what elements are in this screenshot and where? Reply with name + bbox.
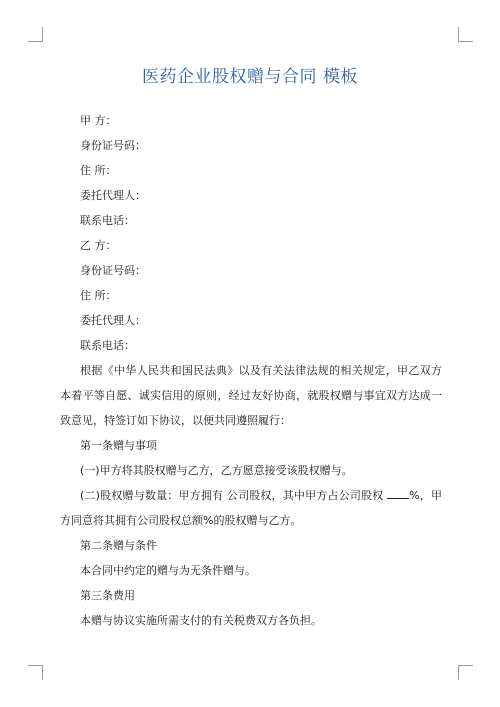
party-b-agent-label: 委托代理人： [80,314,146,327]
article-1-item-2-part-2: %，甲方同意将其拥有公司股权总额%的股权赠与乙方。 [60,489,442,527]
document-body [60,108,442,633]
party-b-phone-label: 联系电话： [80,339,135,352]
article-1-item-2 [60,483,442,533]
party-a-id-label: 身份证号码： [80,139,146,152]
article-1-item-1: (一)甲方将其股权赠与乙方，乙方愿意接受该股权赠与。 [80,464,353,477]
article-3-text: 本赠与协议实施所需支付的有关税费双方各负担。 [80,614,322,627]
party-a-agent-label: 委托代理人： [80,189,146,202]
party-a-address-label: 住 所： [80,164,117,177]
article-1-heading: 第一条赠与事项 [80,439,157,452]
party-b-id-label: 身份证号码： [80,264,146,277]
document-title: 医药企业股权赠与合同 模板 [142,67,358,87]
crop-mark-top-left [28,27,43,42]
article-3-heading: 第三条费用 [80,589,135,602]
crop-mark-bottom-left [28,665,43,680]
article-2-text: 本合同中约定的赠与为无条件赠与。 [80,564,256,577]
party-a-label: 甲 方： [80,114,117,127]
preamble-paragraph: 根据《中华人民共和国民法典》以及有关法律法规的相关规定，甲乙双方本着平等自愿、诚实信用的原则，经过友好协商，就股权赠与事宜双方达成一致意见，特签订如下协议，以便共同遵照履行： [60,364,442,427]
crop-mark-bottom-right [458,665,473,680]
party-b-address-label: 住 所： [80,289,117,302]
article-2-heading: 第二条赠与条件 [80,539,157,552]
article-1-item-2-part-1: (二)股权赠与数量：甲方拥有 公司股权，其中甲方占公司股权 [80,489,388,502]
percentage-blank [387,486,409,499]
crop-mark-top-right [458,27,473,42]
party-b-label: 乙 方： [80,239,117,252]
party-a-phone-label: 联系电话： [80,214,135,227]
